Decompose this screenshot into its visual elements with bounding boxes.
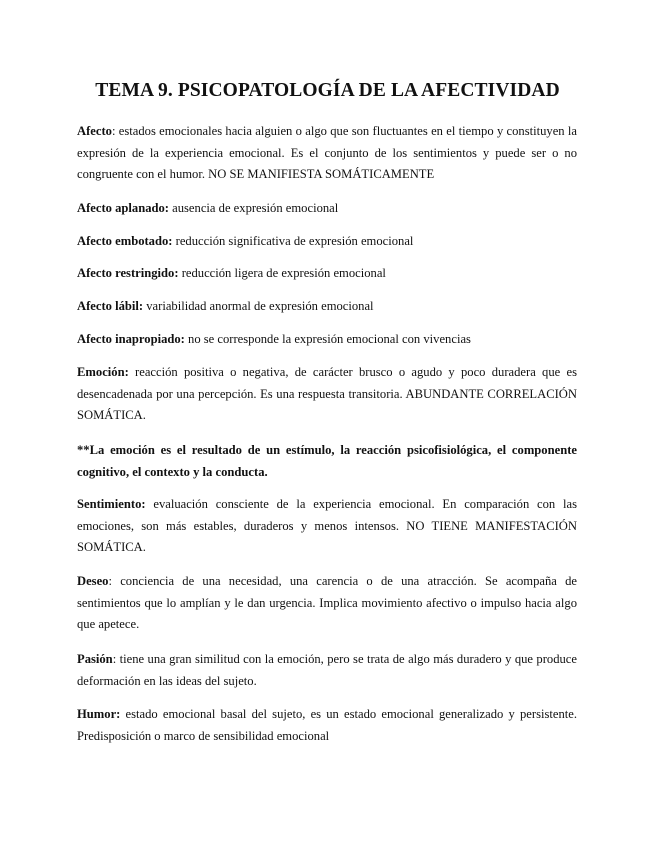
term-emocion: Emoción: [77,365,129,379]
definition-text-deseo: : conciencia de una necesidad, una carencia o de una atracción. Se acompaña de sentimientos que lo amplían y le dan urgencia. Implica movimiento afectivo o impulso hacia algo que apetece. [77,574,577,631]
definition-pasion [77,649,577,692]
term-afecto: Afecto [77,124,112,138]
term-afecto-embotado: Afecto embotado: [77,234,173,248]
definition-text-afecto-restringido: reducción ligera de expresión emocional [178,266,386,280]
definition-afecto-labil [77,296,577,318]
definition-afecto-aplanado [77,198,577,220]
term-afecto-inapropiado: Afecto inapropiado: [77,332,185,346]
definition-text-afecto-labil: variabilidad anormal de expresión emocional [143,299,374,313]
definition-text-pasion: : tiene una gran similitud con la emoción, pero se trata de algo más duradero y que produce deformación en las ideas del sujeto. [77,652,577,688]
term-afecto-restringido: Afecto restringido: [77,266,179,280]
term-afecto-labil: Afecto lábil: [77,299,144,313]
definition-afecto-restringido [77,263,577,285]
definition-deseo [77,571,577,636]
term-deseo: Deseo [77,574,109,588]
definition-text-emocion: reacción positiva o negativa, de carácter brusco o agudo y poco duradera que es desencadenada por una percepción. Es una respuesta transitoria. ABUNDANTE CORRELACIÓN SOMÁTICA. [77,365,577,422]
definition-text-sentimiento: evaluación consciente de la experiencia emocional. En comparación con las emociones, son más estables, duraderos y menos intensos. NO TIENE MANIFESTACIÓN SOMÁTICA. [77,497,577,554]
term-humor: Humor: [77,707,121,721]
definition-text-afecto-aplanado: ausencia de expresión emocional [169,201,339,215]
emotion-note-text: **La emoción es el resultado de un estímulo, la reacción psicofisiológica, el componente cognitivo, el contexto y la conducta. [77,443,577,479]
term-sentimiento: Sentimiento: [77,497,146,511]
definition-afecto-embotado [77,231,577,253]
definition-text-humor: estado emocional basal del sujeto, es un estado emocional generalizado y persistente. Predisposición o marco de sensibilidad emocional [77,707,577,743]
definition-sentimiento [77,494,577,559]
definition-text-afecto-inapropiado: no se corresponde la expresión emocional con vivencias [184,332,471,346]
definition-text-afecto: : estados emocionales hacia alguien o algo que son fluctuantes en el tiempo y constituyen la expresión de la experiencia emocional. Es el conjunto de los sentimientos y puede ser o no congruente con el humor. NO SE MANIFIESTA SOMÁTICAMENTE [77,124,577,181]
definition-text-afecto-embotado: reducción significativa de expresión emocional [172,234,414,248]
term-pasion: Pasión [77,652,113,666]
term-afecto-aplanado: Afecto aplanado: [77,201,169,215]
definition-emocion [77,362,577,427]
emotion-note [77,440,577,483]
definition-afecto-inapropiado [77,329,577,351]
document-title: TEMA 9. PSICOPATOLOGÍA DE LA AFECTIVIDAD [95,80,560,101]
definition-afecto [77,121,577,186]
definition-humor [77,704,577,747]
